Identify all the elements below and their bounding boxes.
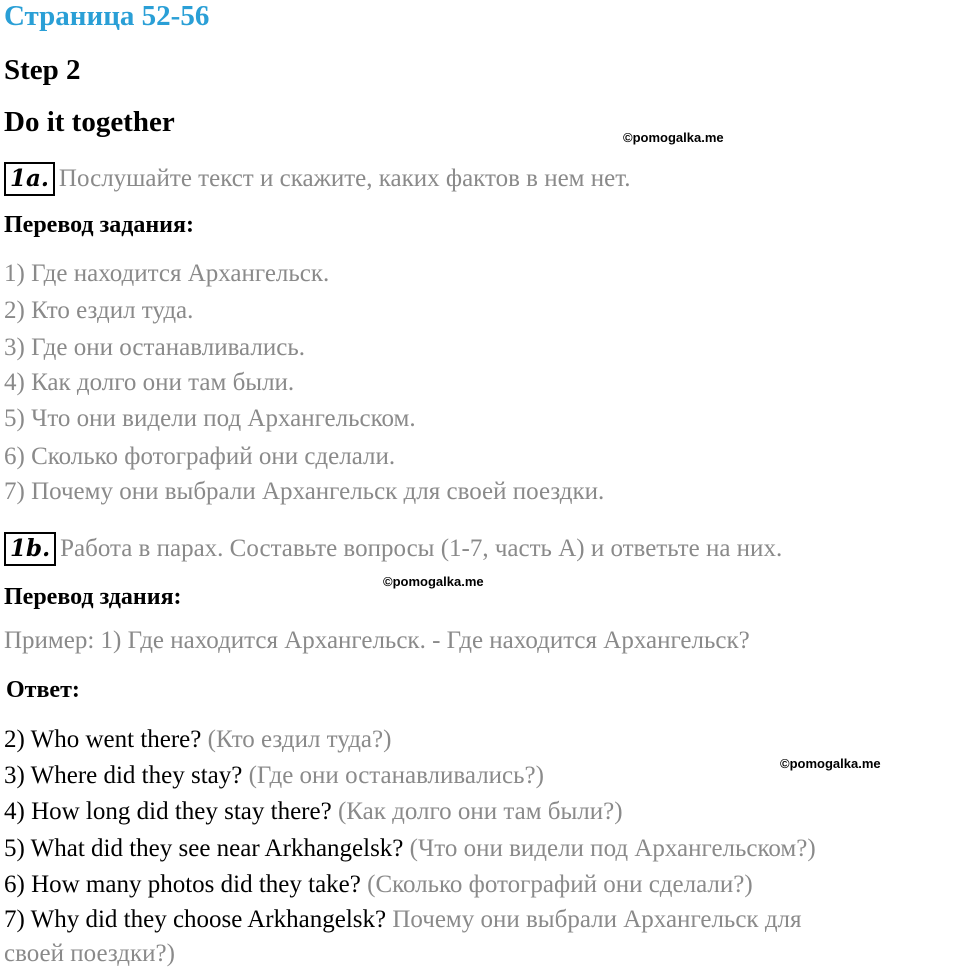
answer-en: 2) Who went there? — [4, 726, 202, 753]
watermark: ©pomogalka.me — [383, 574, 484, 589]
answer-heading: Ответ: — [6, 677, 80, 703]
task-1b-text: Работа в парах. Составьте вопросы (1-7, часть А) и ответьте на них. — [60, 535, 783, 562]
answer-en: 5) What did they see near Arkhangelsk? — [4, 835, 404, 862]
answer-en: 4) How long did they stay there? — [4, 798, 332, 825]
answer-ru: (Где они останавливались?) — [248, 762, 544, 789]
answer-ru: (Как долго они там были?) — [337, 798, 623, 825]
answer-line — [4, 871, 753, 899]
task-1a-text: Послушайте текст и скажите, каких фактов в нем нет. — [58, 165, 631, 192]
page-title: Страница 52-56 — [4, 0, 210, 32]
list-item: 6) Сколько фотографий они сделали. — [4, 443, 396, 470]
answer-line — [4, 835, 816, 863]
task-label-1a: 1a. — [4, 162, 55, 196]
answer-ru: Почему они выбрали Архангельск для — [392, 906, 802, 933]
list-item: 1) Где находится Архангельск. — [4, 260, 330, 287]
list-item: 2) Кто ездил туда. — [4, 297, 194, 324]
watermark: ©pomogalka.me — [780, 756, 881, 771]
list-item: 5) Что они видели под Архангельском. — [4, 405, 416, 432]
answer-en: 3) Where did they stay? — [4, 762, 243, 789]
step-heading: Step 2 — [4, 54, 81, 86]
task-1a — [4, 162, 631, 196]
answer-ru: (Кто ездил туда?) — [207, 726, 392, 753]
answer-en: 6) How many photos did they take? — [4, 871, 361, 898]
answer-line — [4, 762, 544, 790]
answer-ru: (Сколько фотографий они сделали?) — [367, 871, 753, 898]
list-item: 4) Как долго они там были. — [4, 369, 295, 396]
answer-en: 7) Why did they choose Arkhangelsk? — [4, 906, 387, 933]
task-1b — [4, 532, 782, 566]
answer-ru: (Что они видели под Архангельском?) — [409, 835, 816, 862]
list-item: 7) Почему они выбрали Архангельск для своей поездки. — [4, 478, 605, 505]
answer-line — [4, 906, 802, 934]
task-label-1b: 1b. — [4, 532, 56, 566]
answer-line — [4, 726, 391, 754]
answer-continuation: своей поездки?) — [4, 940, 175, 967]
list-item: 3) Где они останавливались. — [4, 334, 305, 361]
section-heading: Do it together — [4, 106, 175, 138]
example-text: Пример: 1) Где находится Архангельск. - Где находится Архангельск? — [4, 627, 750, 654]
translation-heading-1a: Перевод задания: — [4, 212, 194, 238]
answer-line — [4, 798, 623, 826]
watermark: ©pomogalka.me — [623, 130, 724, 145]
translation-heading-1b: Перевод здания: — [4, 584, 182, 610]
